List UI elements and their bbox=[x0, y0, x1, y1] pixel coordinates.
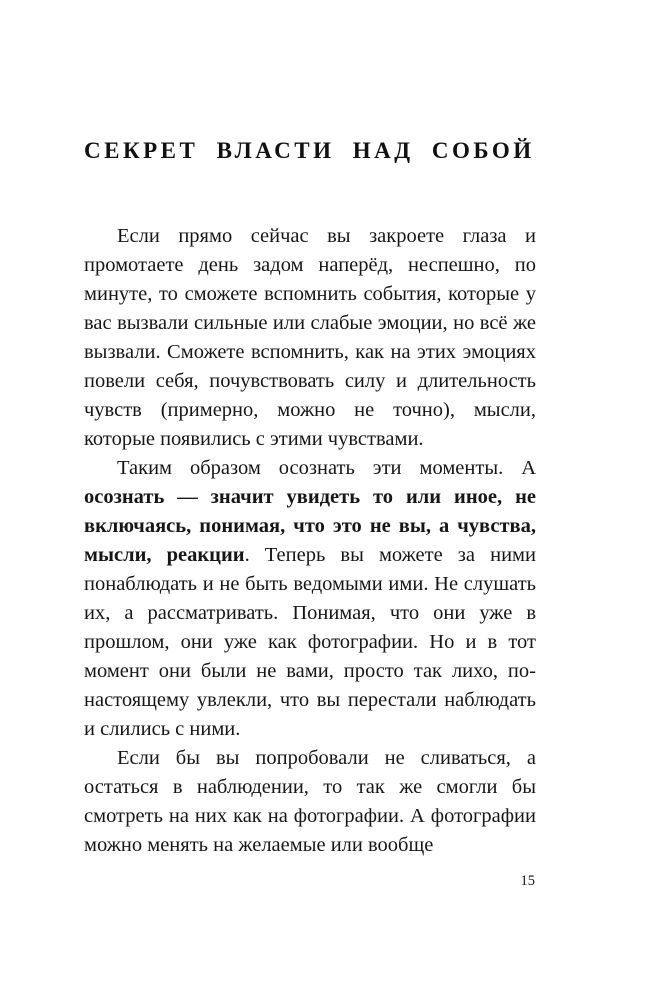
chapter-title: СЕКРЕТ ВЛАСТИ НАД СОБОЙ bbox=[84, 138, 535, 163]
paragraph-text: Если прямо сейчас вы закроете глаза и промотаете день задом наперёд, неспешно, по минуте, то сможете вспомнить события, которые у вас вызвали сильные или слабые эмоции, но всё же вызвали. Сможете вспомнить, как на этих эмоциях повели себя, почувствовать силу и длительность чувств (примерно, можно не точно), мысли, которые появились с этими чувствами. bbox=[84, 225, 536, 450]
paragraph-text-bold: осознать — значит увидеть то или иное, не включаясь, понимая, что это не вы, а чувства, мысли, реакции bbox=[84, 486, 536, 566]
body-text bbox=[84, 222, 536, 860]
paragraph bbox=[84, 222, 536, 454]
page-number: 15 bbox=[520, 873, 535, 889]
paragraph-text: . Теперь вы можете за ними понаблюдать и не быть ведомыми ими. Не слушать их, а рассматривать. Понимая, что они уже в прошлом, они уже как фотографии. Но и в тот момент они были не вами, просто так лихо, по-настоящему увлекли, что вы перестали наблюдать и слились с ними. bbox=[84, 544, 536, 740]
paragraph-text: Таким образом осознать эти моменты. А bbox=[117, 457, 536, 479]
paragraph bbox=[84, 744, 536, 860]
paragraph-text: Если бы вы попробовали не сливаться, а остаться в наблюдении, то так же смогли бы смотреть на них как на фотографии. А фотографии можно менять на желаемые или вообще bbox=[84, 747, 536, 856]
page-content bbox=[84, 138, 536, 860]
paragraph bbox=[84, 454, 536, 744]
